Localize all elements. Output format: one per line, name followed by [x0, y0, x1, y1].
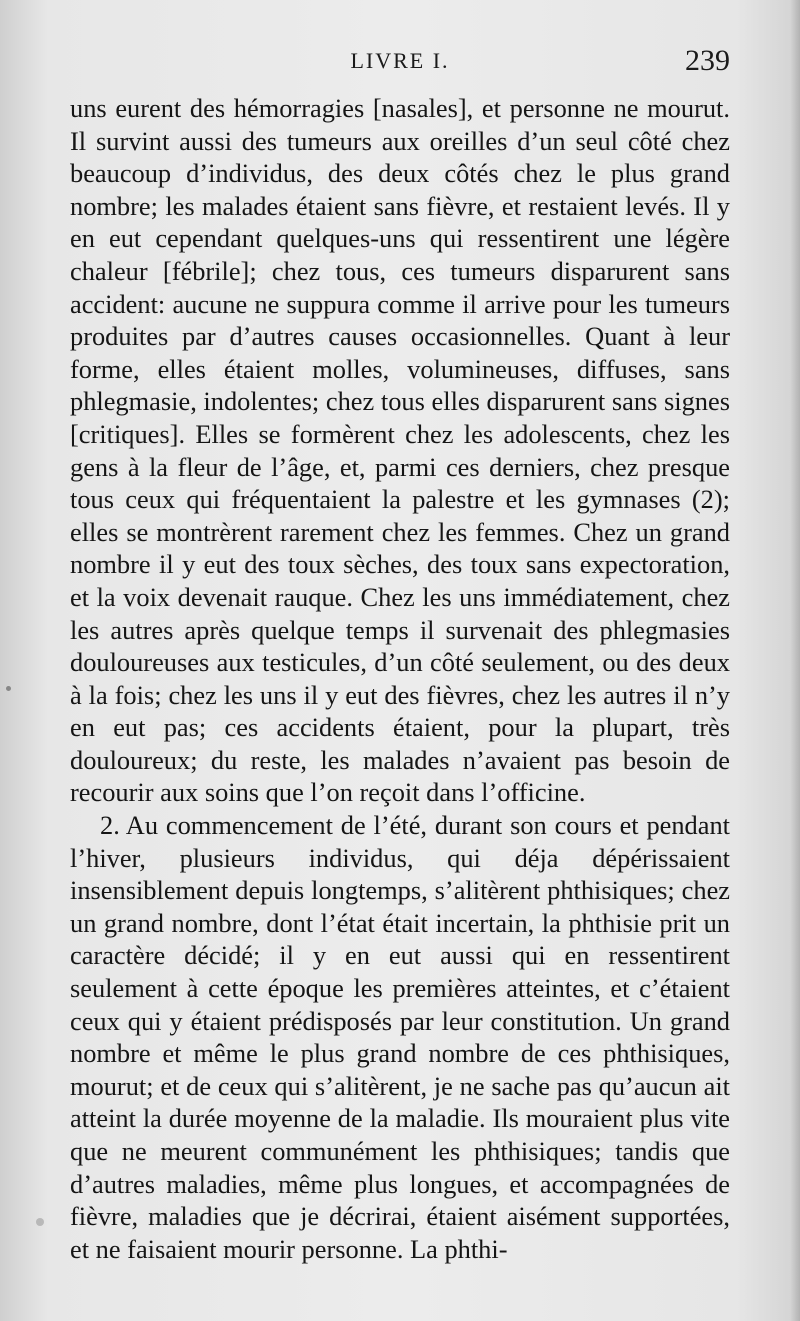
page-edge-shadow	[790, 0, 800, 1321]
page-header	[70, 44, 730, 84]
running-head: LIVRE I.	[350, 48, 450, 73]
paragraph-number: 2.	[100, 810, 120, 841]
paragraph	[70, 809, 730, 1265]
ink-speck	[36, 1218, 44, 1226]
paragraph	[70, 92, 730, 809]
page-number: 239	[685, 44, 730, 77]
paragraph-text: uns eurent des hémorragies [nasales], et personne ne mourut. Il survint aussi des tumeurs aux oreilles d’un seul côté chez beaucoup d’individus, des deux côtés chez le plus grand nombre; les malades étaient sans fièvre, et restaient levés. Il y en eut cependant quelques-uns qui ressentirent une légère chaleur [fébrile]; chez tous, ces tumeurs disparurent sans accident: aucune ne suppura comme il arrive pour les tumeurs produites par d’autres causes occasionnelles. Quant à leur forme, elles étaient molles, volumineuses, diffuses, sans phlegmasie, indolentes; chez tous elles disparurent sans signes [critiques]. Elles se formèrent chez les adolescents, chez les gens à la fleur de l’âge, et, parmi ces derniers, chez presque tous ceux qui fréquentaient la palestre et les gymnases (2); elles se montrèrent rarement chez les femmes. Chez un grand nombre il y eut des toux sèches, des toux sans expectoration, et la voix devenait rauque. Chez les uns immédiatement, chez les autres après quelque temps il survenait des phlegmasies douloureuses aux testicules, d’un côté seulement, ou des deux à la fois; chez les uns il y eut des fièvres, chez les autres il n’y en eut pas; ces accidents étaient, pour la plupart, très douloureux; du reste, les malades n’avaient pas besoin de recourir aux soins que l’on reçoit dans l’officine.	[70, 93, 730, 808]
ink-speck	[6, 686, 11, 691]
paragraph-text: Au commencement de l’été, durant son cours et pendant l’hiver, plusieurs individus, qui déja dépérissaient insensiblement depuis longtemps, s’alitèrent phthisiques; chez un grand nombre, dont l’état était incertain, la phthisie prit un caractère décidé; il y en eut aussi qui en ressentirent seulement à cette époque les premières atteintes, et c’étaient ceux qui y étaient prédisposés par leur constitution. Un grand nombre et même le plus grand nombre de ces phthisiques, mourut; et de ceux qui s’alitèrent, je ne sache pas qu’aucun ait atteint la durée moyenne de la maladie. Ils mouraient plus vite que ne meurent communément les phthisiques; tandis que d’autres maladies, même plus longues, et accompagnées de fièvre, maladies que je décrirai, étaient aisément supportées, et ne faisaient mourir personne. La phthi-	[70, 810, 730, 1264]
body-text	[70, 92, 730, 1265]
